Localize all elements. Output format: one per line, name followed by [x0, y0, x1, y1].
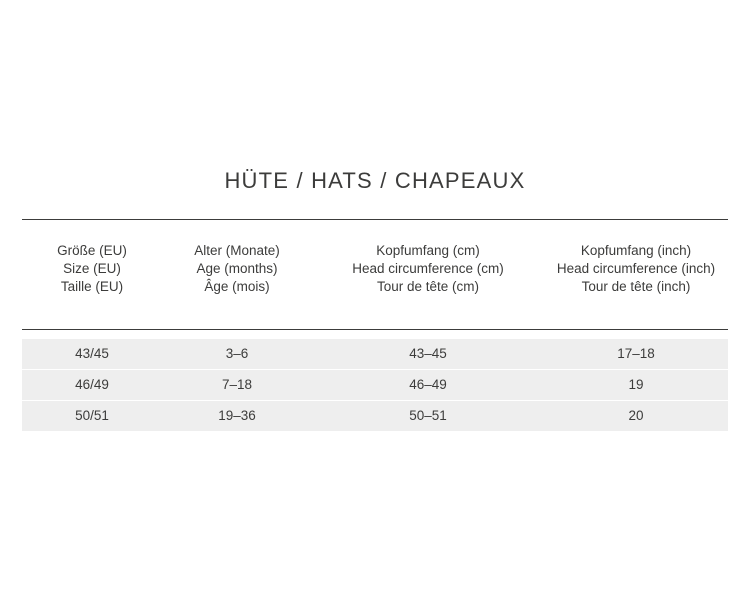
header-line-fr: Tour de tête (cm): [376, 279, 480, 294]
divider-bottom: [22, 329, 728, 330]
header-line-de: Kopfumfang (inch): [580, 243, 692, 258]
table-row: [22, 370, 728, 400]
header-line-en: Age (months): [196, 261, 278, 276]
header-line-de: Alter (Monate): [194, 243, 280, 258]
column-header-age: [162, 240, 312, 330]
table-header-row: [22, 240, 728, 330]
cell-size: 43/45: [75, 346, 109, 361]
header-line-fr: Tour de tête (inch): [581, 279, 691, 294]
cell-head-inch: 20: [628, 408, 644, 423]
cell-head-inch: 19: [628, 377, 644, 392]
size-table-body: [22, 339, 728, 431]
header-line-fr: Taille (EU): [60, 279, 124, 294]
header-line-en: Size (EU): [63, 261, 121, 276]
header-line-en: Head circumference (cm): [352, 261, 504, 276]
column-header-head-circumference-inch: [544, 240, 728, 330]
cell-age: 19–36: [218, 408, 256, 423]
cell-head-cm: 46–49: [409, 377, 447, 392]
cell-head-cm: 43–45: [409, 346, 447, 361]
cell-age: 7–18: [221, 377, 253, 392]
table-row: [22, 339, 728, 369]
cell-head-inch: 17–18: [617, 346, 655, 361]
table-row: [22, 401, 728, 431]
size-table-header: [22, 240, 728, 330]
header-line-en: Head circumference (inch): [556, 261, 716, 276]
header-line-de: Größe (EU): [57, 243, 127, 258]
column-header-head-circumference-cm: [312, 240, 544, 330]
column-header-size: [22, 240, 162, 330]
cell-size: 46/49: [75, 377, 109, 392]
header-line-fr: Âge (mois): [204, 279, 270, 294]
divider-top: [22, 219, 728, 220]
cell-size: 50/51: [75, 408, 109, 423]
header-line-de: Kopfumfang (cm): [376, 243, 480, 258]
cell-age: 3–6: [225, 346, 249, 361]
cell-head-cm: 50–51: [409, 408, 447, 423]
page-title: HÜTE / HATS / CHAPEAUX: [224, 168, 526, 193]
